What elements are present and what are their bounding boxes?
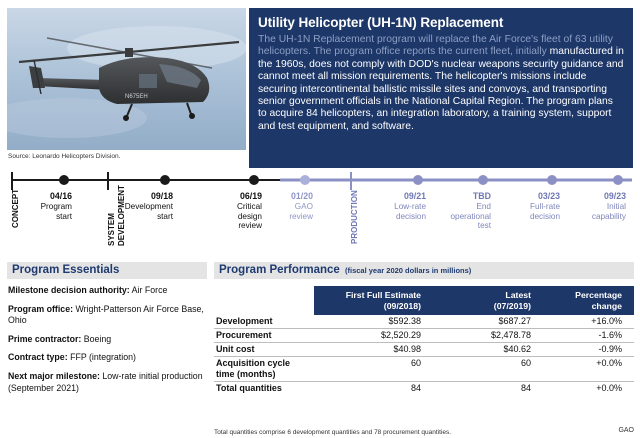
description-faded-text: The UH-1N Replacement program will replace the Air Force's fleet of 63 utility helicopters. The program office reports the current fleet, initially (258, 34, 613, 58)
cell-first-estimate: $40.98 (314, 343, 424, 357)
table-row (214, 329, 634, 343)
essential-prime-contractor: Prime contractor: Boeing (8, 333, 112, 344)
milestone (283, 192, 313, 221)
table-row (214, 315, 634, 329)
phase-system-development: SYSTEM DEVELOPMENT (107, 185, 126, 246)
milestone-label: Critical design review (236, 201, 262, 231)
milestone (111, 192, 173, 221)
milestone-label: End operational test (450, 201, 491, 231)
milestone-label: Program start (40, 201, 72, 221)
milestone-label: Initial capability (591, 201, 626, 221)
cell-first-estimate: $2,520.29 (314, 329, 424, 343)
header-first-estimate: First Full Estimate (09/2018) (314, 286, 424, 315)
milestone-dot (478, 175, 488, 185)
milestone-label: Development start (124, 201, 173, 221)
cell-first-estimate: $592.38 (314, 315, 424, 329)
cell-latest: $687.27 (424, 315, 534, 329)
table-row (214, 382, 634, 396)
helicopter-photo (7, 8, 246, 150)
program-essentials (8, 285, 208, 401)
essential-next-milestone: Next major milestone: Low-rate initial production (September 2021) (8, 370, 203, 393)
performance-table (214, 286, 634, 395)
essentials-heading: Program Essentials (7, 262, 207, 279)
milestone (382, 192, 426, 221)
milestone-date: 09/21 (403, 191, 426, 201)
table-row (214, 343, 634, 357)
milestone-dot (59, 175, 69, 185)
cell-latest: 60 (424, 357, 534, 382)
cell-change: +0.0% (534, 357, 634, 382)
header-blank (214, 286, 314, 315)
row-label-acquisition-cycle: Acquisition cycle time (months) (214, 357, 314, 382)
row-label-total-quantities: Total quantities (216, 383, 282, 393)
header-latest: Latest (07/2019) (424, 286, 534, 315)
milestone-label: GAO review (289, 201, 313, 221)
performance-heading (214, 262, 634, 279)
row-label-unit-cost: Unit cost (214, 343, 314, 357)
tail-number: N675EH (125, 94, 148, 100)
row-label-procurement: Procurement (214, 329, 314, 343)
milestone (222, 192, 262, 231)
phase-concept: CONCEPT (11, 188, 20, 228)
phase-production: PRODUCTION (350, 190, 359, 244)
cell-latest: 84 (520, 383, 531, 393)
performance-title: Program Performance (219, 264, 340, 276)
cell-change: +0.0% (596, 383, 622, 393)
performance-subtitle: (fiscal year 2020 dollars in millions) (345, 266, 472, 275)
cell-change: -0.9% (534, 343, 634, 357)
cell-latest: $2,478.78 (424, 329, 534, 343)
milestone-label: Low-rate decision (394, 201, 426, 221)
milestone-date: 09/18 (150, 191, 173, 201)
description-body (258, 34, 624, 133)
photo-source: Source: Leonardo Helicopters Division. (8, 153, 121, 160)
cell-change: +16.0% (534, 315, 634, 329)
program-title: Utility Helicopter (UH-1N) Replacement (258, 15, 504, 30)
cell-first-estimate: 60 (314, 357, 424, 382)
milestone (586, 192, 626, 221)
milestone (32, 192, 72, 221)
quantities-footnote: Total quantities comprise 6 development quantities and 78 procurement quantities. (214, 429, 452, 436)
row-label-development: Development (214, 315, 314, 329)
gao-source-mark: GAO (618, 427, 634, 434)
program-description (249, 8, 633, 168)
milestone-label: Full-rate decision (529, 201, 560, 221)
milestone-dot (249, 175, 259, 185)
essential-milestone-authority: Milestone decision authority: Air Force (8, 285, 168, 295)
cell-change: -1.6% (534, 329, 634, 343)
program-timeline (0, 168, 640, 260)
milestone-dot (160, 175, 170, 185)
milestone-date: 09/23 (603, 191, 626, 201)
milestone-date: 01/20 (290, 191, 313, 201)
milestone-dot (413, 175, 423, 185)
description-text: manufactured in the 1960s, does not comply with DOD's nuclear weapons security guidance and cannot meet all mission requirements. The helicopter's missions include securing intercontinental ballistic missile sites and convoys, and transporting senior government officials in the National Capital Region. The program plans to acquire 84 helicopters, an integration laboratory, a training system, support and test equipment, and software. (258, 46, 624, 132)
table-header-row (214, 286, 634, 315)
milestone-dot (613, 175, 623, 185)
milestone-date: 04/16 (49, 191, 72, 201)
milestone (522, 192, 560, 221)
milestone-dot (547, 175, 557, 185)
milestone-date: TBD (472, 191, 491, 201)
header-percentage-change: Percentage change (534, 286, 634, 315)
table-row (214, 357, 634, 382)
cell-latest: $40.62 (424, 343, 534, 357)
essential-program-office: Program office: Wright-Patterson Air Force Base, Ohio (8, 303, 204, 326)
milestone-dot (300, 175, 310, 185)
milestone-date: 03/23 (537, 191, 560, 201)
milestone (445, 192, 491, 231)
cell-first-estimate: 84 (410, 383, 421, 393)
essential-contract-type: Contract type: FFP (integration) (8, 352, 136, 363)
milestone-date: 06/19 (239, 191, 262, 201)
